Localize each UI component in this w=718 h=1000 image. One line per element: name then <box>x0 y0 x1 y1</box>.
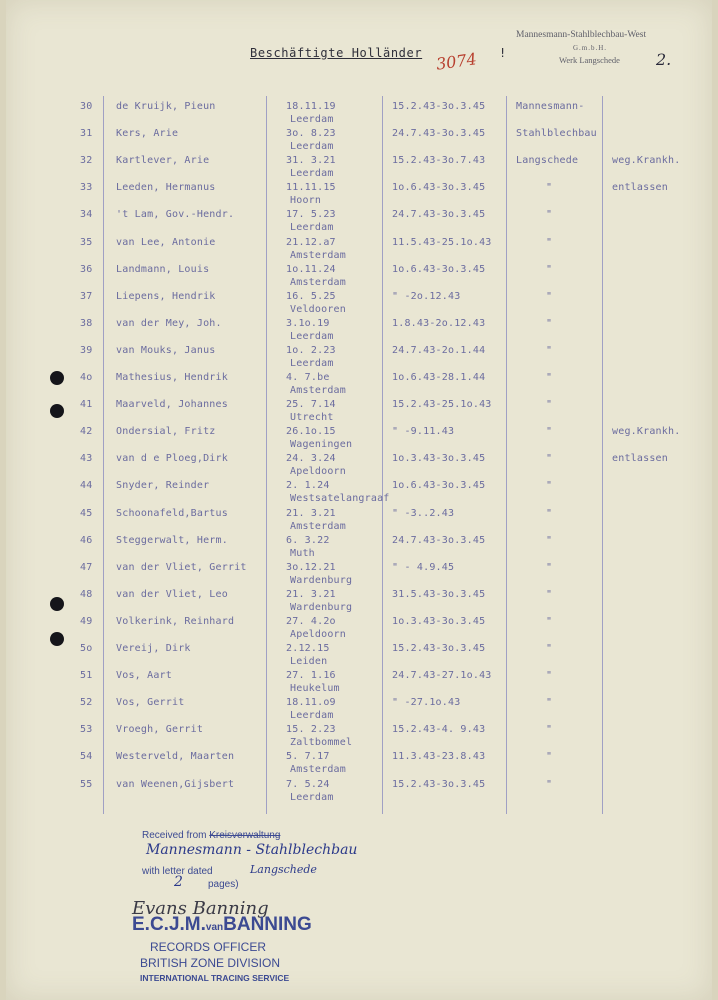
employer-cell: " <box>546 561 553 573</box>
row-number: 42 <box>80 426 93 438</box>
row-number: 47 <box>80 561 93 573</box>
employment-period: 1.8.43-2o.12.43 <box>392 317 486 329</box>
birth-place: Amsterdam <box>290 276 346 288</box>
row-number: 52 <box>80 697 93 709</box>
employment-period: 15.2.43-4. 9.43 <box>392 724 486 736</box>
employer-cell: " <box>546 615 553 627</box>
handwritten-pages: 2 <box>174 874 183 890</box>
birth-date: 1o.11.24 <box>286 263 336 275</box>
employment-period: 1o.6.43-28.1.44 <box>392 372 486 383</box>
birth-place: Leerdam <box>290 141 334 153</box>
employer-cell: Stahlblechbau <box>516 128 597 140</box>
column-rule <box>266 96 267 814</box>
employment-period: 1o.3.43-3o.3.45 <box>392 453 486 465</box>
employer-cell: " <box>546 534 553 546</box>
row-number: 53 <box>80 724 93 736</box>
employee-name: Liepens, Hendrik <box>116 290 216 302</box>
row-number: 33 <box>80 182 93 194</box>
employee-name: Vos, Gerrit <box>116 697 185 709</box>
employee-name: van der Mey, Joh. <box>116 317 222 329</box>
birth-place: Leerdam <box>290 710 334 722</box>
stamp-pages-label: pages) <box>208 879 239 890</box>
row-number: 36 <box>80 263 93 275</box>
employer-cell: " <box>546 778 553 790</box>
employee-name: Maarveld, Johannes <box>116 399 228 411</box>
employment-period: 24.7.43-3o.3.45 <box>392 128 486 140</box>
remark-cell: weg.Krankh. <box>612 155 681 167</box>
employer-cell: " <box>546 507 553 519</box>
birth-date: 1o. 2.23 <box>286 344 336 356</box>
remark-cell: weg.Krankh. <box>612 426 681 438</box>
employer-cell: " <box>546 209 553 221</box>
employee-name: van d e Ploeg,Dirk <box>116 453 228 465</box>
employer-cell: " <box>546 236 553 248</box>
birth-place: Veldooren <box>290 303 346 315</box>
birth-place: Westsatelangraaf <box>290 493 390 505</box>
employee-name: van der Vliet, Gerrit <box>116 561 247 573</box>
birth-date: 6. 3.22 <box>286 534 330 546</box>
birth-place: Amsterdam <box>290 520 346 532</box>
birth-place: Leiden <box>290 656 328 667</box>
row-number: 32 <box>80 155 93 167</box>
employment-period: 1o.6.43-3o.3.45 <box>392 263 486 275</box>
employment-period: " - 4.9.45 <box>392 561 455 573</box>
birth-date: 27. 4.2o <box>286 615 336 627</box>
birth-place: Zaltbommel <box>290 737 353 749</box>
employer-cell: " <box>546 317 553 329</box>
employer-cell: " <box>546 263 553 275</box>
birth-place: Utrecht <box>290 412 334 424</box>
employer-cell: " <box>546 670 553 682</box>
employer-cell: " <box>546 453 553 465</box>
punch-hole <box>50 404 64 418</box>
birth-date: 26.1o.15 <box>286 426 336 438</box>
birth-date: 31. 3.21 <box>286 155 336 167</box>
stamp-struck-text: Kreisverwaltung <box>209 830 281 841</box>
stamp-line-its: INTERNATIONAL TRACING SERVICE <box>140 973 290 983</box>
birth-place: Wardenburg <box>290 601 353 613</box>
row-number: 35 <box>80 236 93 248</box>
red-handwritten-annotation: 3074 <box>434 49 478 74</box>
column-rule <box>382 96 383 814</box>
employment-period: 15.2.43-3o.3.45 <box>392 643 486 654</box>
document-title: Beschäftigte Holländer <box>250 46 423 60</box>
row-number: 41 <box>80 399 93 411</box>
row-number: 48 <box>80 588 93 600</box>
employment-period: 15.2.43-3o.7.43 <box>392 155 486 167</box>
row-number: 51 <box>80 670 93 682</box>
column-rule <box>602 96 603 814</box>
employee-name: van Lee, Antonie <box>116 236 216 248</box>
birth-place: Leerdam <box>290 791 334 803</box>
birth-place: Leerdam <box>290 168 334 180</box>
birth-place: Amsterdam <box>290 249 346 261</box>
row-number: 31 <box>80 128 93 140</box>
row-number: 46 <box>80 534 93 546</box>
employment-period: " -9.11.43 <box>392 426 455 438</box>
employee-name: Schoonafeld,Bartus <box>116 507 228 519</box>
letterhead-company: Mannesmann-Stahlblechbau-West <box>516 30 647 40</box>
birth-date: 21. 3.21 <box>286 588 336 600</box>
employee-name: Leeden, Hermanus <box>116 182 216 194</box>
birth-place: Leerdam <box>290 330 334 342</box>
column-rule <box>103 96 104 814</box>
signature: Evans Banning <box>132 898 269 919</box>
row-number: 54 <box>80 751 93 763</box>
birth-place: Heukelum <box>290 683 340 695</box>
employment-period: 15.2.43-25.1o.43 <box>392 399 492 411</box>
employee-name: 't Lam, Gov.-Hendr. <box>116 209 235 221</box>
employer-cell: " <box>546 697 553 709</box>
birth-place: Wardenburg <box>290 574 353 586</box>
birth-place: Amsterdam <box>290 764 346 776</box>
employer-cell: " <box>546 399 553 411</box>
employer-cell: " <box>546 372 553 383</box>
employment-period: 24.7.43-2o.1.44 <box>392 344 486 356</box>
remark-cell: entlassen <box>612 453 668 465</box>
employee-name: van Mouks, Janus <box>116 344 216 356</box>
punch-hole <box>50 371 64 385</box>
row-number: 37 <box>80 290 93 302</box>
employee-name: Westerveld, Maarten <box>116 751 235 763</box>
birth-place: Wageningen <box>290 439 353 451</box>
row-number: 34 <box>80 209 93 221</box>
birth-place: Amsterdam <box>290 385 346 396</box>
birth-date: 3o.12.21 <box>286 561 336 573</box>
employee-name: Volkerink, Reinhard <box>116 615 235 627</box>
document-sheet <box>6 0 712 1000</box>
birth-date: 2.12.15 <box>286 643 330 654</box>
birth-date: 2. 1.24 <box>286 480 330 492</box>
row-number: 43 <box>80 453 93 465</box>
birth-date: 17. 5.23 <box>286 209 336 221</box>
employment-period: 1o.3.43-3o.3.45 <box>392 615 486 627</box>
officer-van: van <box>205 922 224 933</box>
employer-cell: " <box>546 643 553 654</box>
employer-cell: " <box>546 182 553 194</box>
birth-place: Leerdam <box>290 222 334 234</box>
employment-period: 1o.6.43-3o.3.45 <box>392 182 486 194</box>
birth-date: 5. 7.17 <box>286 751 330 763</box>
employer-cell: Langschede <box>516 155 579 167</box>
employee-name: Kers, Arie <box>116 128 179 140</box>
stamp-line-division: BRITISH ZONE DIVISION <box>140 956 281 970</box>
birth-date: 16. 5.25 <box>286 290 336 302</box>
birth-place: Apeldoorn <box>290 466 346 478</box>
employer-cell: " <box>546 426 553 438</box>
row-number: 55 <box>80 778 93 790</box>
row-number: 44 <box>80 480 93 492</box>
title-mark: ! <box>499 46 507 60</box>
employer-cell: Mannesmann- <box>516 101 585 112</box>
employee-name: Vroegh, Gerrit <box>116 724 204 736</box>
birth-place: Hoorn <box>290 195 322 207</box>
employment-period: 15.2.43-3o.3.45 <box>392 778 486 790</box>
birth-place: Leerdam <box>290 114 334 125</box>
stamp-line-records-officer: RECORDS OFFICER <box>150 940 267 954</box>
stamp-letter-dated: with letter dated <box>142 866 213 877</box>
employer-cell: " <box>546 588 553 600</box>
birth-date: 3o. 8.23 <box>286 128 336 140</box>
column-rule <box>506 96 507 814</box>
officer-surname: BANNING <box>223 914 312 935</box>
employment-period: " -2o.12.43 <box>392 290 461 302</box>
row-number: 49 <box>80 615 93 627</box>
birth-place: Muth <box>290 547 315 559</box>
birth-date: 4. 7.be <box>286 372 330 383</box>
handwritten-place: Langschede <box>250 863 317 876</box>
row-number: 39 <box>80 344 93 356</box>
employee-name: Kartlever, Arie <box>116 155 210 167</box>
birth-place: Apeldoorn <box>290 628 346 640</box>
employment-period: 11.5.43-25.1o.43 <box>392 236 492 248</box>
row-number: 30 <box>80 101 93 112</box>
birth-date: 11.11.15 <box>286 182 336 194</box>
employee-name: Steggerwalt, Herm. <box>116 534 228 546</box>
birth-date: 18.11.o9 <box>286 697 336 709</box>
employee-name: Snyder, Reinder <box>116 480 210 492</box>
birth-place: Leerdam <box>290 357 334 369</box>
employer-cell: " <box>546 724 553 736</box>
punch-hole <box>50 632 64 646</box>
employee-name: Vos, Aart <box>116 670 172 682</box>
employment-period: 1o.6.43-3o.3.45 <box>392 480 486 492</box>
employment-period: 24.7.43-3o.3.45 <box>392 209 486 221</box>
birth-date: 25. 7.14 <box>286 399 336 411</box>
row-number: 38 <box>80 317 93 329</box>
employee-name: Vereij, Dirk <box>116 643 191 654</box>
birth-date: 24. 3.24 <box>286 453 336 465</box>
letterhead-form: G.m.b.H. <box>573 44 608 52</box>
employee-name: van der Vliet, Leo <box>116 588 228 600</box>
employer-cell: " <box>546 344 553 356</box>
employer-cell: " <box>546 480 553 492</box>
punch-hole <box>50 597 64 611</box>
employee-name: de Kruijk, Pieun <box>116 101 216 112</box>
birth-date: 18.11.19 <box>286 101 336 112</box>
employer-cell: " <box>546 751 553 763</box>
employment-period: " -3..2.43 <box>392 507 455 519</box>
employment-period: " -27.1o.43 <box>392 697 461 709</box>
remark-cell: entlassen <box>612 182 668 194</box>
handwritten-source: Mannesmann - Stahlblechbau <box>146 842 358 858</box>
employment-period: 15.2.43-3o.3.45 <box>392 101 486 112</box>
employment-period: 11.3.43-23.8.43 <box>392 751 486 763</box>
row-number: 4o <box>80 372 93 383</box>
birth-date: 27. 1.16 <box>286 670 336 682</box>
birth-date: 3.1o.19 <box>286 317 330 329</box>
stamp-received-from: Received from <box>142 830 207 841</box>
employer-cell: " <box>546 290 553 302</box>
birth-date: 7. 5.24 <box>286 778 330 790</box>
officer-prefix: E.C.J.M. <box>132 914 206 935</box>
employee-name: van Weenen,Gijsbert <box>116 778 235 790</box>
employment-period: 24.7.43-27.1o.43 <box>392 670 492 682</box>
employee-name: Ondersial, Fritz <box>116 426 216 438</box>
page-number: 2. <box>656 50 672 69</box>
row-number: 5o <box>80 643 93 654</box>
birth-date: 21. 3.21 <box>286 507 336 519</box>
birth-date: 21.12.a7 <box>286 236 336 248</box>
employee-name: Mathesius, Hendrik <box>116 372 228 383</box>
employment-period: 31.5.43-3o.3.45 <box>392 588 486 600</box>
row-number: 45 <box>80 507 93 519</box>
employee-name: Landmann, Louis <box>116 263 210 275</box>
employment-period: 24.7.43-3o.3.45 <box>392 534 486 546</box>
letterhead-works: Werk Langschede <box>559 55 620 65</box>
birth-date: 15. 2.23 <box>286 724 336 736</box>
